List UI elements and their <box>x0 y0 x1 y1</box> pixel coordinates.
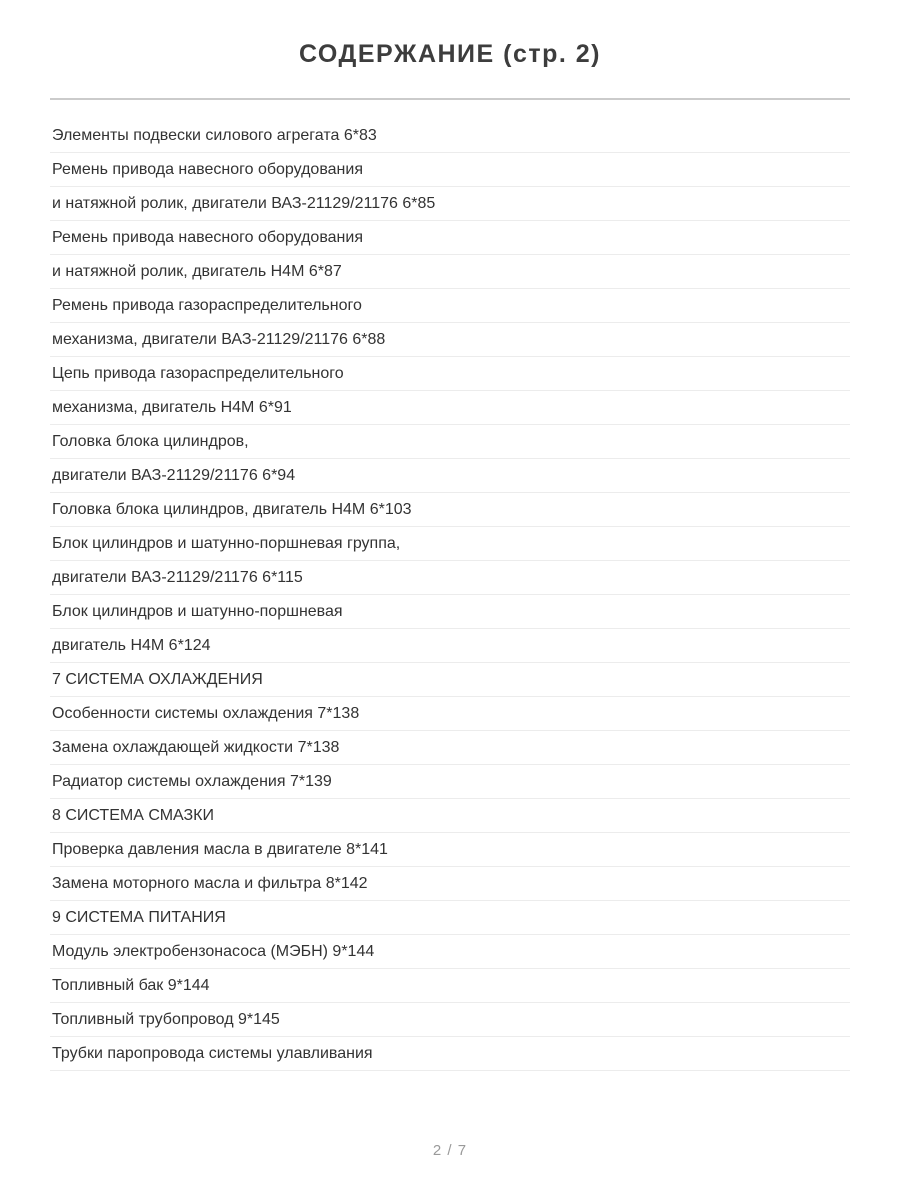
toc-row[interactable] <box>50 935 850 969</box>
toc-row[interactable] <box>50 527 850 561</box>
toc-item-label: 9 СИСТЕМА ПИТАНИЯ <box>52 909 226 926</box>
toc-item-label: Радиатор системы охлаждения 7*139 <box>52 773 332 790</box>
toc-item-label: 8 СИСТЕМА СМАЗКИ <box>52 807 214 824</box>
toc-row[interactable] <box>50 493 850 527</box>
toc-item-label: механизма, двигатель Н4М 6*91 <box>52 399 292 416</box>
toc-item-label: и натяжной ролик, двигатели ВАЗ-21129/21176 6*85 <box>52 195 436 212</box>
toc-row[interactable] <box>50 425 850 459</box>
toc-row[interactable] <box>50 901 850 935</box>
toc-item-label: Ремень привода навесного оборудования <box>52 161 363 178</box>
toc-item-label: Блок цилиндров и шатунно-поршневая <box>52 603 343 620</box>
toc-row[interactable] <box>50 323 850 357</box>
toc-row[interactable] <box>50 969 850 1003</box>
toc-item-label: Замена моторного масла и фильтра 8*142 <box>52 875 368 892</box>
toc-content <box>50 0 850 1071</box>
toc-row[interactable] <box>50 391 850 425</box>
toc-item-label: Модуль электробензонасоса (МЭБН) 9*144 <box>52 943 375 960</box>
page-title: СОДЕРЖАНИЕ (стр. 2) <box>298 40 602 68</box>
toc-row[interactable] <box>50 867 850 901</box>
toc-row[interactable] <box>50 629 850 663</box>
toc-item-label: Головка блока цилиндров, двигатель Н4М 6*103 <box>52 501 412 518</box>
toc-row[interactable] <box>50 221 850 255</box>
toc-item-label: Цепь привода газораспределительного <box>52 365 344 382</box>
toc-item-label: и натяжной ролик, двигатель Н4М 6*87 <box>52 263 342 280</box>
toc-row[interactable] <box>50 765 850 799</box>
toc-row[interactable] <box>50 459 850 493</box>
toc-row[interactable] <box>50 799 850 833</box>
toc-item-label: Блок цилиндров и шатунно-поршневая группа, <box>52 535 401 552</box>
toc-row[interactable] <box>50 663 850 697</box>
toc-row[interactable] <box>50 731 850 765</box>
toc-row[interactable] <box>50 119 850 153</box>
toc-row[interactable] <box>50 187 850 221</box>
toc-item-label: Особенности системы охлаждения 7*138 <box>52 705 360 722</box>
page-indicator: 2 / 7 <box>432 1142 468 1159</box>
toc-item-label: Топливный бак 9*144 <box>52 977 210 994</box>
toc-item-label: двигатели ВАЗ-21129/21176 6*115 <box>52 569 303 586</box>
toc-row[interactable] <box>50 289 850 323</box>
toc-item-label: Топливный трубопровод 9*145 <box>52 1011 280 1028</box>
toc-row[interactable] <box>50 255 850 289</box>
toc-item-label: Проверка давления масла в двигателе 8*141 <box>52 841 388 858</box>
toc-item-label: Ремень привода газораспределительного <box>52 297 362 314</box>
toc-row[interactable] <box>50 595 850 629</box>
toc-item-label: Трубки паропровода системы улавливания <box>52 1045 373 1062</box>
toc-item-label: 7 СИСТЕМА ОХЛАЖДЕНИЯ <box>52 671 263 688</box>
toc-item-label: двигатель Н4М 6*124 <box>52 637 211 654</box>
toc-row[interactable] <box>50 153 850 187</box>
toc-item-label: двигатели ВАЗ-21129/21176 6*94 <box>52 467 296 484</box>
toc-item-label: Ремень привода навесного оборудования <box>52 229 363 246</box>
toc-item-label: Элементы подвески силового агрегата 6*83 <box>52 127 377 144</box>
toc-item-label: Головка блока цилиндров, <box>52 433 249 450</box>
toc-row[interactable] <box>50 1037 850 1071</box>
toc-row[interactable] <box>50 357 850 391</box>
toc-row[interactable] <box>50 833 850 867</box>
toc-row[interactable] <box>50 1003 850 1037</box>
toc-row[interactable] <box>50 561 850 595</box>
toc-item-label: механизма, двигатели ВАЗ-21129/21176 6*88 <box>52 331 386 348</box>
header-divider <box>50 98 850 100</box>
toc-row[interactable] <box>50 697 850 731</box>
toc-list <box>50 119 850 1071</box>
toc-item-label: Замена охлаждающей жидкости 7*138 <box>52 739 340 756</box>
